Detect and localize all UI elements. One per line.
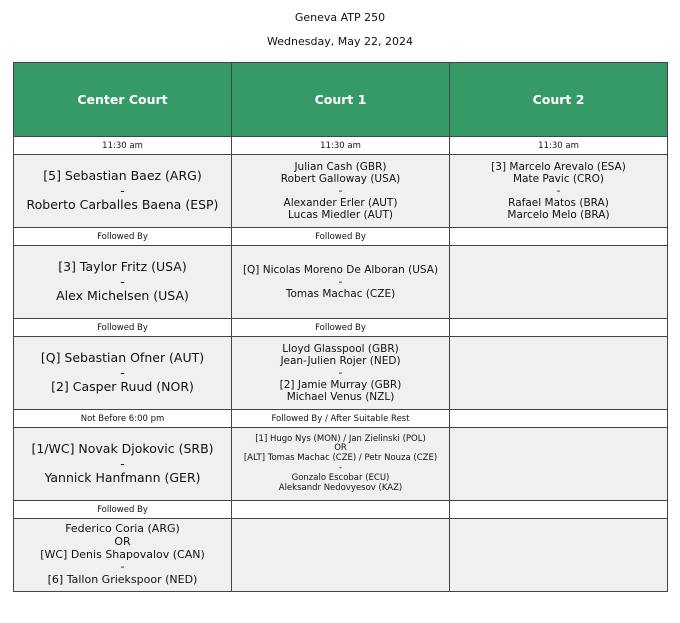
- versus-separator: -: [338, 275, 343, 288]
- player-line: [5] Sebastian Baez (ARG): [43, 168, 202, 184]
- empty-cell: [450, 428, 668, 501]
- player-line: [3] Taylor Fritz (USA): [58, 259, 187, 275]
- time-label: Followed By: [14, 501, 232, 519]
- versus-separator: -: [556, 184, 561, 197]
- player-line: Lucas Miedler (AUT): [288, 209, 393, 222]
- time-label: Followed By: [14, 319, 232, 337]
- player-line: [2] Casper Ruud (NOR): [51, 379, 194, 395]
- time-label: 11:30 am: [14, 137, 232, 155]
- player-line: Jean-Julien Rojer (NED): [280, 354, 401, 367]
- player-line: [Q] Nicolas Moreno De Alboran (USA): [242, 263, 439, 276]
- match-row: [14, 519, 668, 592]
- versus-separator: -: [338, 463, 343, 473]
- empty-cell: [232, 519, 450, 592]
- time-label-row: [14, 228, 668, 246]
- player-line: Mate Pavic (CRO): [512, 172, 605, 185]
- versus-separator: -: [338, 366, 343, 379]
- time-label: Not Before 6:00 pm: [14, 410, 232, 428]
- time-label: Followed By / After Suitable Rest: [232, 410, 450, 428]
- time-label-row: [14, 319, 668, 337]
- time-label: [450, 501, 668, 519]
- match-cell: [14, 428, 232, 501]
- court-header: Center Court: [14, 63, 232, 137]
- match-cell: [232, 246, 450, 319]
- time-label: Followed By: [14, 228, 232, 246]
- player-line: Roberto Carballes Baena (ESP): [26, 197, 219, 213]
- time-label: Followed By: [232, 228, 450, 246]
- court-header: Court 2: [450, 63, 668, 137]
- player-line: Alexander Erler (AUT): [283, 197, 398, 210]
- versus-separator: -: [120, 560, 125, 574]
- empty-cell: [450, 246, 668, 319]
- time-label: [450, 228, 668, 246]
- match-cell: [232, 155, 450, 228]
- empty-cell: [450, 337, 668, 410]
- match-cell: [450, 155, 668, 228]
- match-row: [14, 428, 668, 501]
- time-label-row: [14, 137, 668, 155]
- versus-separator: -: [338, 184, 343, 197]
- match-row: [14, 337, 668, 410]
- versus-separator: -: [120, 364, 125, 380]
- versus-separator: -: [120, 182, 125, 198]
- match-row: [14, 246, 668, 319]
- player-line: [2] Jamie Murray (GBR): [279, 379, 402, 392]
- player-line: [6] Tallon Griekspoor (NED): [47, 572, 198, 586]
- player-line: Marcelo Melo (BRA): [507, 209, 610, 222]
- player-line: Robert Galloway (USA): [280, 172, 401, 185]
- tournament-title: Geneva ATP 250: [294, 11, 386, 24]
- player-line: Michael Venus (NZL): [286, 391, 395, 404]
- player-line: Lloyd Glasspool (GBR): [282, 342, 399, 355]
- player-line: [ALT] Tomas Machac (CZE) / Petr Nouza (CZE): [243, 453, 438, 464]
- player-line: [WC] Denis Shapovalov (CAN): [40, 547, 205, 561]
- versus-separator: -: [120, 455, 125, 471]
- player-line: [Q] Sebastian Ofner (AUT): [40, 350, 205, 366]
- order-of-play-table: [13, 62, 668, 592]
- time-label-row: [14, 501, 668, 519]
- player-line: [1/WC] Novak Djokovic (SRB): [31, 441, 214, 457]
- match-cell: [232, 428, 450, 501]
- versus-separator: -: [120, 273, 125, 289]
- match-row: [14, 155, 668, 228]
- schedule-date: Wednesday, May 22, 2024: [267, 35, 413, 48]
- player-line: Federico Coria (ARG): [65, 522, 180, 536]
- time-label: [450, 319, 668, 337]
- player-line: [3] Marcelo Arevalo (ESA): [491, 160, 626, 173]
- player-line: Yannick Hanfmann (GER): [44, 470, 201, 486]
- match-cell: [14, 246, 232, 319]
- match-cell: [232, 337, 450, 410]
- or-separator: OR: [114, 535, 131, 549]
- player-line: Alex Michelsen (USA): [56, 288, 189, 304]
- or-separator: OR: [334, 443, 347, 454]
- match-cell: [14, 519, 232, 592]
- player-line: Aleksandr Nedovyesov (KAZ): [278, 482, 403, 493]
- court-header: Court 1: [232, 63, 450, 137]
- player-line: Julian Cash (GBR): [294, 160, 387, 173]
- time-label: Followed By: [232, 319, 450, 337]
- time-label: [450, 410, 668, 428]
- empty-cell: [450, 519, 668, 592]
- time-label-row: [14, 410, 668, 428]
- time-label: [232, 501, 450, 519]
- player-line: Tomas Machac (CZE): [285, 288, 396, 301]
- match-cell: [14, 155, 232, 228]
- time-label: 11:30 am: [232, 137, 450, 155]
- player-line: Gonzalo Escobar (ECU): [291, 472, 390, 483]
- time-label: 11:30 am: [450, 137, 668, 155]
- player-line: Rafael Matos (BRA): [508, 197, 609, 210]
- player-line: [1] Hugo Nys (MON) / Jan Zielinski (POL): [255, 433, 426, 444]
- match-cell: [14, 337, 232, 410]
- court-header-row: [14, 63, 668, 137]
